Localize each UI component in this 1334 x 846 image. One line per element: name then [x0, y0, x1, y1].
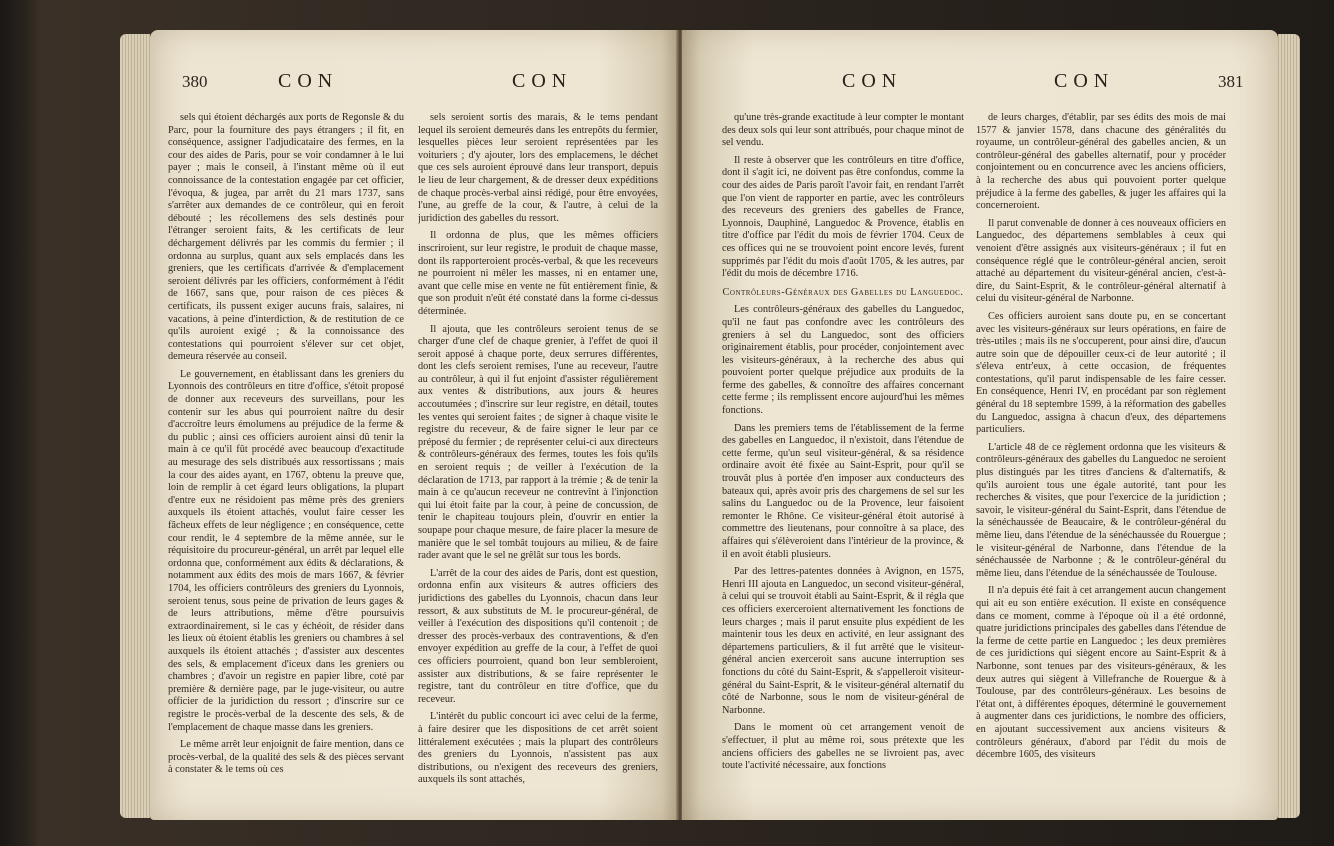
paragraph: de leurs charges, d'établir, par ses édits des mois de mai 1577 & janvier 1578, dans chacune des généralités du royaume, un contrôleur-général des gabelles ancien, & un contrôleur-général des gabelles alternatif, pour y procéder conjointement ou en concurrence avec les anciens officiers, à la recherche des abus qui pouvoient porter quelque préjudice à la ferme des gabelles, & juger les affaires qui la concerneroient.: [976, 112, 1226, 212]
left-running-head-2: CON: [512, 70, 573, 92]
paragraph: Le même arrêt leur enjoignit de faire mention, dans ce procès-verbal, de la qualité des sels & des pièces servant à constater & le tems où ces: [168, 739, 404, 776]
right-page-column-2: [976, 112, 1226, 812]
left-page-column-2: [418, 112, 658, 812]
paragraph: Les contrôleurs-généraux des gabelles du Languedoc, qu'il ne faut pas confondre avec les contrôleurs des greniers à sel du Languedoc, sont des officiers originairement établis, pour procéder, conjointement avec les visiteurs-généraux, à la recherche des abus qui pouvoient porter quelque préjudice aux produits de la ferme des gabelles, & connoître des affaires concernant cette ferme ; ils remplissent encore aujourd'hui les mêmes fonctions.: [722, 304, 964, 417]
right-page-edges: [1278, 34, 1300, 818]
paragraph: sels seroient sortis des marais, & le tems pendant lequel ils seroient demeurés dans les entrepôts du fermier, lesquelles pièces leur seroient représentées par les voituriers ; d'y ajouter, lors des emplacemens, le déchet que ces sels auroient éprouvé dans leur transport, depuis le lieu de leur chargement, & de dresser deux expéditions de chaque procès-verbal ainsi rédigé, pour être envoyées, l'une, au greffe de la cour, & l'autre, à celui de la juridiction des gabelles du ressort.: [418, 112, 658, 224]
right-page-number: 381: [1218, 72, 1244, 91]
paragraph: Il n'a depuis été fait à cet arrangement aucun changement qui ait eu son entière exécution. Il existe en conséquence dans ce moment, comme à l'époque où il a été ordonné, quatre juridictions principales des gabelles dans l'étendue de la ferme de cette partie en Languedoc ; les deux premières de ces juridictions qui siègent encore au Saint-Esprit & à Narbonne, sont tenues par des visiteurs-généraux, & les deux autres qui siègent à Villefranche de Rouergue & à Toulouse, par des contrôleurs-généraux. Les besoins de l'état ont, à différentes époques, déterminé le gouvernement à augmenter dans ces juridictions, le nombre des officiers, en ajoutant successivement aux anciens visiteurs & contrôleurs généraux, d'abord par l'édit du mois de décembre 1605, des visiteurs: [976, 585, 1226, 761]
paragraph: Dans le moment où cet arrangement venoit de s'effectuer, il plut au même roi, sous prétexte que les anciens officiers des gabelles ne se livroient pas, avec toute l'activité nécessaire, aux fonctions: [722, 722, 964, 772]
left-page-edges: [120, 34, 150, 818]
paragraph: Le gouvernement, en établissant dans les greniers du Lyonnois des contrôleurs en titre d'office, s'étoit proposé de donner aux receveurs des surveillans, pour les contenir sur les abus qui pourroient naître du desir d'accroître leurs émolumens au préjudice de la ferme & du public ; ainsi ces officiers auroient ainsi dû tenir la main à ce qu'il fût procédé avec beaucoup d'exactitude au mesurage des sels distribués aux ressortissans ; mais la cour des aides ayant, en 1767, obtenu la preuve que, loin de remplir à cet égard leurs obligations, la plupart d'entre eux ne résidoient pas même près des greniers auxquels ils étoient attachés, voulut faire cesser les fâcheux effets de leur négligence ; en conséquence, cette cour rendit, le 4 septembre de la même année, sur le réquisitoire du procureur-général, un arrêt par lequel elle ordonna que, conformément aux édits & déclarations, & notamment aux édits des mois de mars 1667, & février 1704, les officiers contrôleurs des greniers du Lyonnois, seroient tenus, sous peine de privation de leurs gages & de leurs attributions, même d'être poursuivis extraordinairement, si le cas y échéoit, de résider dans les lieux où étoient établis les greniers ou chambres à sel auxquels ils étoient attachés ; d'assister aux descentes des sels, & emplacement d'iceux dans les greniers ou chambres ; d'avoir un registre en papier libre, coté par première & dernière page, par le juge-visiteur, ou autre officier de la juridiction du ressort ; d'inscrire sur ce registre le procès-verbal de la descente des sels, & de l'emplacement de chaque masse dans les greniers.: [168, 368, 404, 733]
paragraph: L'intérêt du public concourt ici avec celui de la ferme, à faire desirer que les dispositions de cet arrêt soient littéralement exécutées ; mais la plupart des contrôleurs des greniers du Lyonnois, n'assistent pas aux distributions, ou n'exigent des receveurs des greniers, auxquels ils sont attachés,: [418, 711, 658, 786]
paragraph: qu'une très-grande exactitude à leur compter le montant des deux sols qui leur sont attribués, pour chaque minot de sel vendu.: [722, 112, 964, 149]
left-running-head-1: CON: [278, 70, 339, 92]
left-page-number: 380: [182, 72, 208, 91]
paragraph: Il parut convenable de donner à ces nouveaux officiers en Languedoc, des départemens semblables à ceux qui venoient d'être assignés aux visiteurs-généraux ; il fut en conséquence réglé que le contrôleur-général ancien, seroit attaché au département du visiteur-général ancien, c'est-à-dire, du Saint-Esprit, & le contrôleur-général alternatif à celui du visiteur-général de Narbonne.: [976, 217, 1226, 305]
paragraph: Il ordonna de plus, que les mêmes officiers inscriroient, sur leur registre, le produit de chaque masse, dont ils rapporteroient procès-verbal, & que les receveurs ne pourroient ni mêler les masses, ni en entamer une, avant que celle mise en vente ne fût entièrement finie, & que son produit n'eût été constaté dans la forme ci-dessus déterminée.: [418, 230, 658, 317]
paragraph: Il ajouta, que les contrôleurs seroient tenus de se charger d'une clef de chaque grenier, à l'effet de quoi il seroit apposé à chaque porte, deux serrures différentes, dont les clefs seroient remises, l'une au receveur, l'autre au contrôleur, à qui il fut enjoint d'assister régulièrement aux ventes & distributions, aux jours & heures accoutumées ; d'inscrire sur leur registre, en détail, toutes les ventes qui seroient faites ; de signer à chaque visite le registre du receveur, & de faire signer le leur par ce préposé du fermier ; de représenter celui-ci aux directeurs & contrôleurs-généraux des fermes, toutes les fois qu'ils en seroient requis ; de veiller à l'exécution de la déclaration de 1713, par rapport à la trémie ; & de tenir la main à ce qu'aucun receveur ne contrevînt à l'injonction qui lui étoit faite par la cour, à peine de concussion, de tenir le chapiteau toujours plein, d'ouvrir en entier la soupape pour chaque mesure, de faire placer la mesure de manière que le sel tombât toujours au milieu, & de faire rader avant que le sel ne grêlât sur tous les bords.: [418, 323, 658, 562]
right-running-head-1: CON: [842, 70, 903, 92]
paragraph: Il reste à observer que les contrôleurs en titre d'office, dont il s'agit ici, ne doivent pas être confondus, comme la cour des aides de Paris paroît l'avoir fait, en rendant l'arrêt que l'on vient de rapporter en partie, avec les contrôleurs des receveurs des greniers des gabelles de France, Lyonnois, Dauphiné, Languedoc & Provence, établis en titre d'office par l'édit du mois de février 1704. Ceux de ces offices qui ne se trouvoient point encore levés, furent supprimés par l'édit du mois d'août 1705, & les autres, par l'édit du mois de décembre 1716.: [722, 154, 964, 280]
section-heading: Contrôleurs-Généraux des Gabelles du Languedoc.: [722, 286, 964, 298]
right-page: [682, 30, 1278, 820]
paragraph: sels qui étoient déchargés aux ports de Regonsle & du Parc, pour la fourniture des pays étrangers ; il fit, en conséquence, assigner l'adjudicataire des fermes, en la cour des aides de Paris, pour se voir condamner à le lui payer ; mais le conseil, à l'instant même où il eut connoissance de la contestation engagée par cet officier, l'évoqua, & jugea, par arrêt du 21 mars 1737, sans s'arrêter aux demandes de ce contrôleur, qui en feroit débouté ; les récollemens des sels destinés pour l'étranger seroient faits, & les certificats de leur déchargement délivrés par les commis du fermier ; il ordonna au surplus, quant aux sels emplacés dans les greniers, que les certificats d'arrivée & d'emplacement seroient délivrés par les officiers, conformément à l'édit de 1667, sans que, pour raison de ces pièces & certificats, ils pussent exiger aucuns frais, salaires, ni vacations, à peine d'interdiction, & de restitution de ce qu'ils auroient exigé ; & la connoissance des contestations qui pourroient s'élever sur cet objet, demeura réservée au conseil.: [168, 112, 404, 363]
left-page-column-1: [168, 112, 404, 812]
paragraph: Ces officiers auroient sans doute pu, en se concertant avec les visiteurs-généraux sur leurs opérations, en faire de très-utiles ; mais ils ne s'occuperent, pour ainsi dire, d'aucun autre soin que de dépouiller ceux-ci de leur autorité ; il s'éleva entr'eux, à cette occasion, de fréquentes contestations, qu'il parut indispensable de les faire cesser. En conséquence, Henri IV, en procédant par son règlement général du 18 septembre 1599, à la réformation des gabelles du Languedoc, assigna à chacun d'eux, des départemens particuliers.: [976, 310, 1226, 436]
paragraph: L'article 48 de ce règlement ordonna que les visiteurs & contrôleurs-généraux des gabelles du Languedoc ne seroient plus distingués par les titres d'anciens & d'alternatifs, & qu'ils auroient tous une égale autorité, tant pour les recherches & visites, que pour l'exercice de la juridiction ; savoir, le visiteur-général du Saint-Esprit, dans l'étendue de la sénéchaussée de Beaucaire, & le contrôleur-général du même lieu, dans l'étendue de la sénéchaussée du Rouergue ; le visiteur-général de Narbonne, dans l'étendue de la sénéchaussée de Narbonne ; & le contrôleur-général du même lieu, dans l'étendue de la sénéchaussée de Toulouse.: [976, 441, 1226, 579]
right-page-column-1: [722, 112, 964, 812]
left-page: [150, 30, 678, 820]
paragraph: Dans les premiers tems de l'établissement de la ferme des gabelles en Languedoc, il n'existoit, dans l'étendue de cette ferme, qu'un seul visiteur-général, & sa résidence ordinaire avoit été fixée au Saint-Esprit, pour qu'il se trouvât plus à portée d'en imposer aux conducteurs des bateaux qui, après avoir pris des chargemens de sel sur les salins du Languedoc ou de la Provence, leur faisoient remonter le Rhône. Ce visiteur-général étoit autorisé à commettre des lieutenans, pour connoître à sa place, des affaires qui s'élèveroient dans l'intérieur de la province, & il en avoit établi plusieurs.: [722, 422, 964, 560]
paragraph: L'arrêt de la cour des aides de Paris, dont est question, ordonna enfin aux visiteurs & autres officiers des juridictions des gabelles du Lyonnois, chacun dans leur ressort, & aux substituts de M. le procureur-général, de veiller à l'exécution des dispositions qu'il contenoit ; de dresser des procès-verbaux des contraventions, & d'en envoyer expédition au greffe de la cour, à l'effet de quoi ces officiers pourroient, quand bon leur sembleroient, assister aux distributions, & se faire représenter le registre, tant du contrôleur en titre d'office, que du receveur.: [418, 567, 658, 705]
paragraph: Par des lettres-patentes données à Avignon, en 1575, Henri III ajouta en Languedoc, un second visiteur-général, à celui qui se trouvoit établi au Saint-Esprit, & il régla que ces officiers exerceroient alternativement les fonctions de leurs charges ; mais il parut ensuite plus expédient de les maintenir tous les deux en activité, en leur assignant des départemens particuliers, & il fut arrêté que le visiteur-général ancien exerceroit sans aucune interruption ses fonctions du côté du Saint-Esprit, & s'appelleroit visiteur-général du Saint-Esprit, & le visiteur-général alternatif du côté de Narbonne, sous le nom de visiteur-général de Narbonne.: [722, 566, 964, 716]
right-running-head-2: CON: [1054, 70, 1115, 92]
